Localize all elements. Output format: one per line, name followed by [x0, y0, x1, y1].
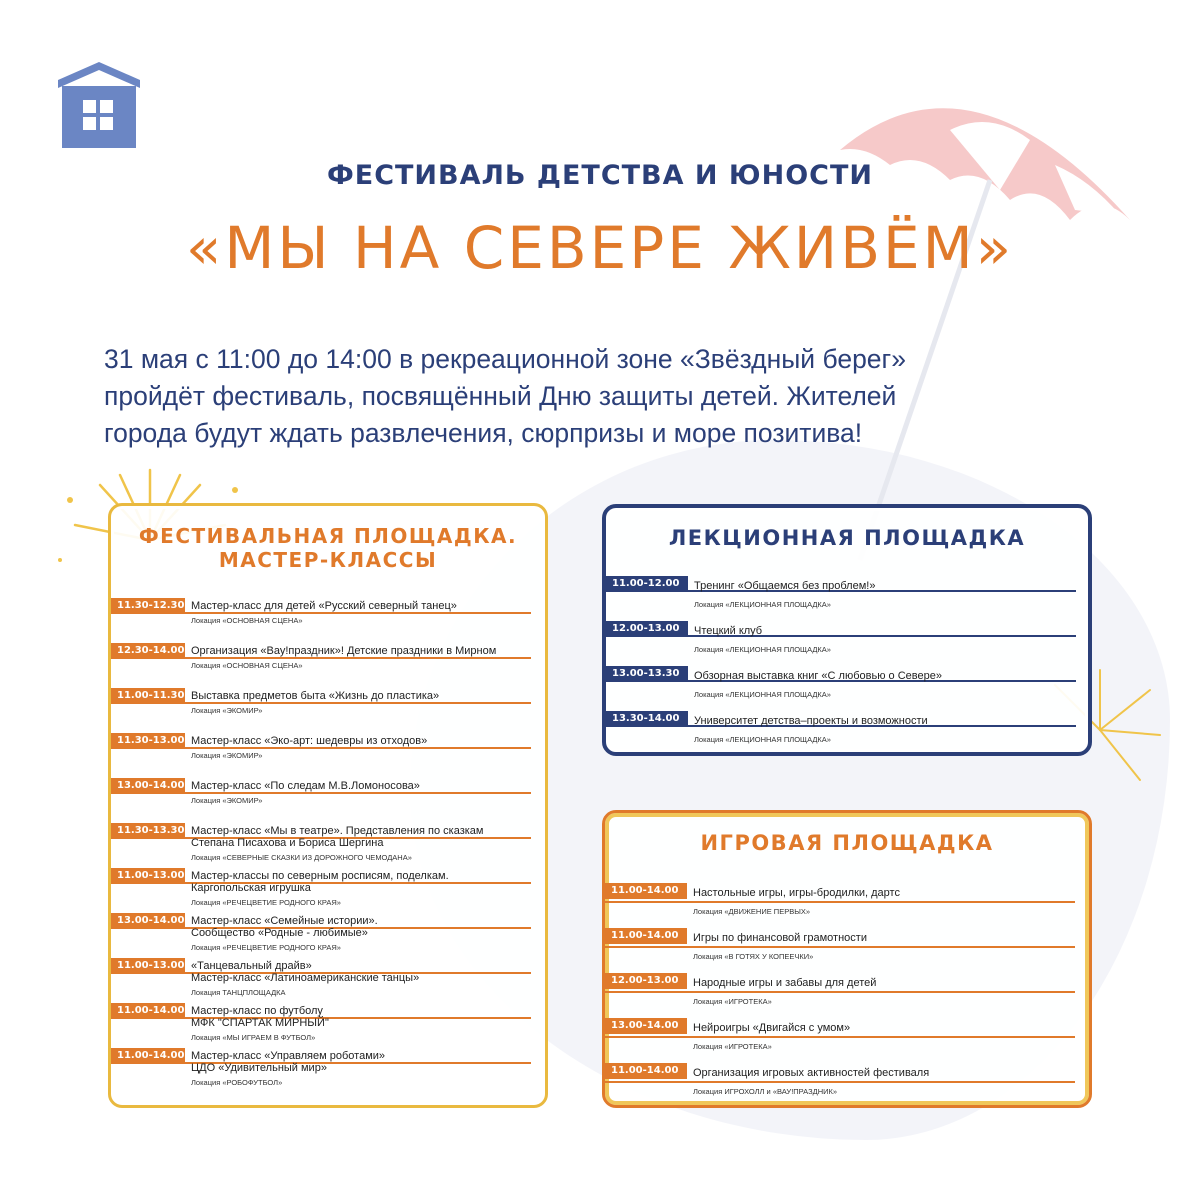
time-badge: 13.00-14.00 [605, 1018, 687, 1034]
event-location: Локация «В ГОТЯХ У КОПЕЕЧКИ» [693, 952, 814, 961]
event-title: Мастер-класс «Семейные истории». Сообщество «Родные - любимые» [191, 915, 378, 939]
event-location: Локация «ЛЕКЦИОННАЯ ПЛОЩАДКА» [694, 645, 831, 654]
event-title: Организация «Вау!праздник»! Детские праздники в Мирном [191, 645, 497, 657]
event-title: Тренинг «Общаемся без проблем!» [694, 580, 876, 592]
event-location: Локация «ИГРОТЕКА» [693, 997, 772, 1006]
event-location: Локация «ЛЕКЦИОННАЯ ПЛОЩАДКА» [694, 600, 831, 609]
event-title: Народные игры и забавы для детей [693, 977, 877, 989]
time-badge: 13.00-14.00 [111, 778, 185, 794]
lecture-card-title: ЛЕКЦИОННАЯ ПЛОЩАДКА [668, 526, 1026, 550]
event-location: Локация «РЕЧЕЦВЕТИЕ РОДНОГО КРАЯ» [191, 898, 341, 907]
event-title: Университет детства–проекты и возможности [694, 715, 928, 727]
event-location: Локация ТАНЦПЛОЩАДКА [191, 988, 286, 997]
time-badge: 13.30-14.00 [606, 711, 688, 727]
event-location: Локация «ДВИЖЕНИЕ ПЕРВЫХ» [693, 907, 811, 916]
event-title: Мастер-класс для детей «Русский северный танец» [191, 600, 457, 612]
time-badge: 11.00-11.30 [111, 688, 185, 704]
row-divider [111, 792, 531, 794]
row-divider [605, 1036, 1075, 1038]
time-badge: 12.00-13.00 [605, 973, 687, 989]
row-divider [111, 657, 531, 659]
event-location: Локация «ЭКОМИР» [191, 796, 263, 805]
event-title: Мастер-класс по футболу МФК "СПАРТАК МИРНЫЙ" [191, 1005, 329, 1029]
event-title: Настольные игры, игры-бродилки, дартс [693, 887, 900, 899]
intro-text: 31 мая с 11:00 до 14:00 в рекреационной зоне «Звёздный берег» пройдёт фестиваль, посвящённый Дню защиты детей. Жителей города будут ждать развлечения, сюрпризы и море позитива! [104, 344, 906, 448]
event-title: Организация игровых активностей фестиваля [693, 1067, 930, 1079]
event-title: Мастер-класс «Управляем роботами» ЦДО «Удивительный мир» [191, 1050, 386, 1074]
time-badge: 11.30-13.00 [111, 733, 185, 749]
festival-subtitle: ФЕСТИВАЛЬ ДЕТСТВА И ЮНОСТИ [326, 160, 873, 191]
games-card-title: ИГРОВАЯ ПЛОЩАДКА [700, 831, 994, 855]
event-location: Локация «ЛЕКЦИОННАЯ ПЛОЩАДКА» [694, 735, 831, 744]
event-title: «Танцевальный драйв» Мастер-класс «Латиноамериканские танцы» [191, 960, 420, 984]
event-location: Локация «РЕЧЕЦВЕТИЕ РОДНОГО КРАЯ» [191, 943, 341, 952]
event-location: Локация «ОСНОВНАЯ СЦЕНА» [191, 661, 303, 670]
row-divider [111, 612, 531, 614]
time-badge: 11.00-14.00 [605, 883, 687, 899]
time-badge: 11.00-12.00 [606, 576, 688, 592]
row-divider [111, 702, 531, 704]
time-badge: 11.00-14.00 [111, 1003, 185, 1019]
event-location: Локация «МЫ ИГРАЕМ В ФУТБОЛ» [191, 1033, 316, 1042]
row-divider [605, 1081, 1075, 1083]
time-badge: 11.00-13.00 [111, 868, 185, 884]
row-divider [111, 747, 531, 749]
festival-card-title-line1: ФЕСТИВАЛЬНАЯ ПЛОЩАДКА. [138, 524, 518, 548]
event-location: Локация «ОСНОВНАЯ СЦЕНА» [191, 616, 303, 625]
row-divider [605, 901, 1075, 903]
time-badge: 11.00-14.00 [605, 928, 687, 944]
event-location: Локация «ЭКОМИР» [191, 706, 263, 715]
time-badge: 13.00-14.00 [111, 913, 185, 929]
row-divider [605, 946, 1075, 948]
event-title: Игры по финансовой грамотности [693, 932, 867, 944]
time-badge: 11.00-14.00 [111, 1048, 185, 1064]
lecture-card [602, 504, 1092, 756]
event-title: Выставка предметов быта «Жизнь до пластика» [191, 690, 440, 702]
house-icon [58, 62, 140, 148]
event-location: Локация «РОБОФУТБОЛ» [191, 1078, 283, 1087]
festival-card-title [111, 524, 545, 572]
event-title: Чтецкий клуб [694, 625, 763, 637]
umbrella-decoration [800, 70, 1200, 570]
event-location: Локация «СЕВЕРНЫЕ СКАЗКИ ИЗ ДОРОЖНОГО ЧЕМОДАНА» [191, 853, 412, 862]
row-divider [605, 991, 1075, 993]
event-title: Мастер-класс «Эко-арт: шедевры из отходов» [191, 735, 428, 747]
time-badge: 11.30-12.30 [111, 598, 185, 614]
event-title: Мастер-классы по северным росписям, поделкам. Каргопольская игрушка [191, 870, 449, 894]
time-badge: 12.30-14.00 [111, 643, 185, 659]
event-title: Нейроигры «Двигайся с умом» [693, 1022, 851, 1034]
event-location: Локация «ИГРОТЕКА» [693, 1042, 772, 1051]
festival-card [108, 503, 548, 1108]
time-badge: 13.00-13.30 [606, 666, 688, 682]
time-badge: 11.00-14.00 [605, 1063, 687, 1079]
time-badge: 11.00-13.00 [111, 958, 185, 974]
event-location: Локация «ЛЕКЦИОННАЯ ПЛОЩАДКА» [694, 690, 831, 699]
time-badge: 12.00-13.00 [606, 621, 688, 637]
festival-card-title-line2: МАСТЕР-КЛАССЫ [218, 548, 438, 572]
event-title: Обзорная выставка книг «С любовью о Севере» [694, 670, 942, 682]
event-title: Мастер-класс «По следам М.В.Ломоносова» [191, 780, 420, 792]
time-badge: 11.30-13.30 [111, 823, 185, 839]
festival-title: «МЫ НА СЕВЕРЕ ЖИВЁМ» [185, 214, 1015, 282]
event-location: Локация «ЭКОМИР» [191, 751, 263, 760]
event-location: Локация ИГРОХОЛЛ и «ВАУ!ПРАЗДНИК» [693, 1087, 838, 1096]
event-title: Мастер-класс «Мы в театре». Представления по сказкам Степана Писахова и Бориса Шергина [191, 825, 484, 849]
games-card [602, 810, 1092, 1108]
